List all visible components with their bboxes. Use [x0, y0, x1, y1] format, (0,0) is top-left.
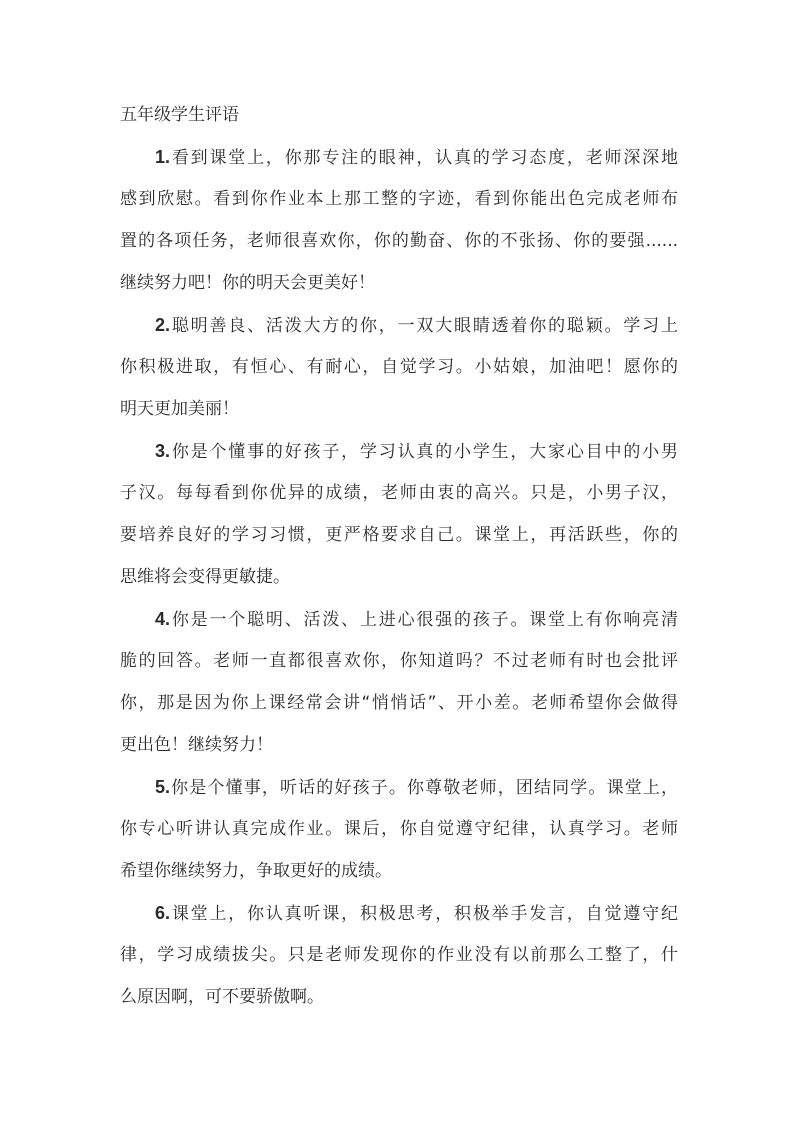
line-text: 你专心听讲认真完成作业。课后，你自觉遵守纪律，认真学习。老师 — [120, 819, 678, 839]
document-page — [120, 94, 678, 1018]
paragraph-line — [120, 136, 678, 178]
paragraph-line — [120, 934, 678, 976]
paragraph-number: 6. — [155, 903, 171, 923]
paragraph-number: 4. — [155, 609, 171, 629]
comment-paragraph — [120, 136, 678, 304]
paragraph-line — [120, 892, 678, 934]
line-text: 你，那是因为你上课经常会讲“悄悄话”、开小差。老师希望你会做得 — [120, 693, 678, 713]
line-text: 明天更加美丽！ — [120, 399, 239, 419]
line-text: 你积极进取，有恒心、有耐心，自觉学习。小姑娘，加油吧！愿你的 — [120, 357, 678, 377]
paragraph-line — [120, 724, 678, 766]
line-text: 课堂上，你认真听课，积极思考，积极举手发言，自觉遵守纪 — [170, 904, 678, 924]
paragraph-line — [120, 808, 678, 850]
paragraph-line — [120, 598, 678, 640]
paragraph-line — [120, 178, 678, 220]
line-text: 子汉。每每看到你优异的成绩，老师由衷的高兴。只是，小男子汉， — [120, 483, 678, 503]
paragraph-line — [120, 556, 678, 598]
line-text: 你是一个聪明、活泼、上进心很强的孩子。课堂上有你响亮清 — [170, 610, 678, 630]
line-text: 继续努力吧！你的明天会更美好！ — [120, 273, 375, 293]
paragraph-line — [120, 640, 678, 682]
paragraph-number: 2. — [155, 315, 171, 335]
paragraph-line — [120, 220, 678, 262]
line-text: 律，学习成绩拔尖。只是老师发现你的作业没有以前那么工整了，什 — [120, 945, 678, 965]
paragraph-line — [120, 976, 678, 1018]
paragraph-number: 5. — [155, 777, 171, 797]
line-text: 要培养良好的学习习惯，更严格要求自己。课堂上，再活跃些，你的 — [120, 525, 678, 545]
comment-paragraph — [120, 304, 678, 430]
paragraph-line — [120, 346, 678, 388]
document-title: 五年级学生评语 — [120, 105, 239, 125]
paragraph-line — [120, 850, 678, 892]
line-text: 思维将会变得更敏捷。 — [120, 567, 290, 587]
line-text: 你是个懂事，听话的好孩子。你尊敬老师，团结同学。课堂上， — [170, 778, 678, 798]
comment-paragraph — [120, 598, 678, 766]
line-text: 希望你继续努力，争取更好的成绩。 — [120, 861, 392, 881]
line-text: 你是个懂事的好孩子，学习认真的小学生，大家心目中的小男 — [170, 442, 678, 462]
comment-paragraph — [120, 430, 678, 598]
paragraph-line — [120, 682, 678, 724]
line-text: 置的各项任务，老师很喜欢你，你的勤奋、你的不张扬、你的要强...... — [120, 231, 678, 251]
paragraph-line — [120, 472, 678, 514]
paragraph-number: 1. — [155, 147, 171, 167]
paragraph-line — [120, 304, 678, 346]
paragraph-line — [120, 262, 678, 304]
line-text: 更出色！继续努力！ — [120, 735, 273, 755]
line-text: 聪明善良、活泼大方的你，一双大眼睛透着你的聪颖。学习上 — [170, 316, 678, 336]
comment-paragraph — [120, 766, 678, 892]
comments-list — [120, 136, 678, 1018]
line-text: 感到欣慰。看到你作业本上那工整的字迹，看到你能出色完成老师布 — [120, 189, 678, 209]
paragraph-line — [120, 766, 678, 808]
paragraph-line — [120, 430, 678, 472]
paragraph-line — [120, 514, 678, 556]
line-text: 脆的回答。老师一直都很喜欢你，你知道吗？不过老师有时也会批评 — [120, 651, 678, 671]
line-text: 么原因啊，可不要骄傲啊。 — [120, 987, 324, 1007]
paragraph-line — [120, 388, 678, 430]
line-text: 看到课堂上，你那专注的眼神，认真的学习态度，老师深深地 — [170, 148, 678, 168]
paragraph-number: 3. — [155, 441, 171, 461]
comment-paragraph — [120, 892, 678, 1018]
